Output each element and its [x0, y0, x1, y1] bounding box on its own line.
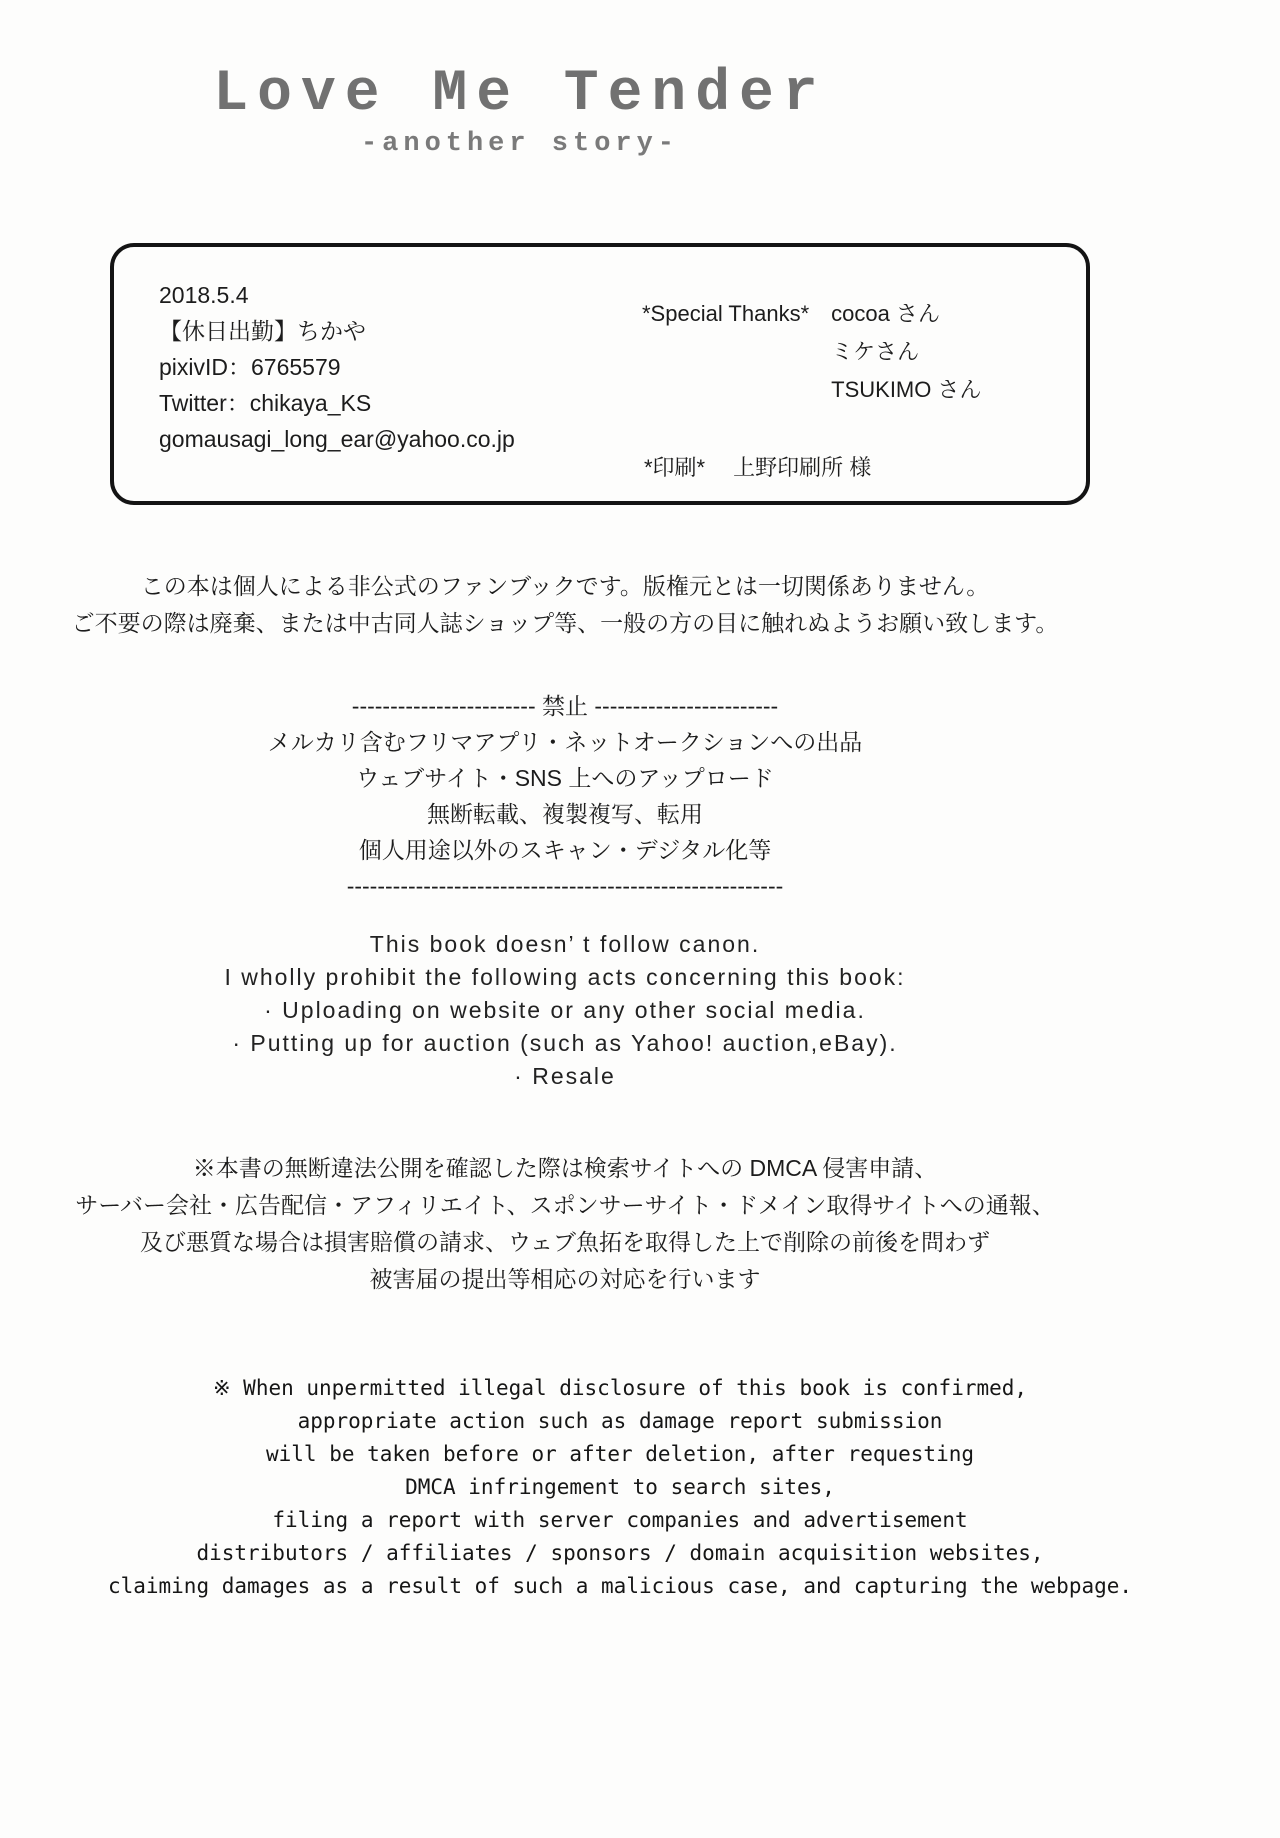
english-notice-line: · Resale: [514, 1063, 616, 1089]
notice-line: この本は個人による非公式のファンブックです。版権元とは一切関係ありません。: [140, 573, 990, 599]
special-thanks-row: [642, 295, 981, 409]
printer-name: 上野印刷所 様: [733, 455, 872, 480]
dmca-en-line: appropriate action such as damage report submission: [297, 1409, 943, 1433]
pixiv-id: pixivID：6765579: [159, 354, 341, 380]
colophon-box: [110, 243, 1090, 505]
special-thanks-name: ミケさん: [831, 339, 920, 364]
english-notice-line: I wholly prohibit the following acts concerning this book:: [224, 964, 906, 990]
prohibited-item: 無断転載、複製複写、転用: [427, 801, 703, 827]
printer-label: *印刷*: [644, 455, 706, 480]
book-subtitle: -another story-: [360, 129, 680, 159]
prohibited-item: ウェブサイト・SNS 上へのアップロード: [356, 765, 774, 791]
unofficial-notice: [0, 568, 1130, 642]
dmca-jp-line: 被害届の提出等相応の対応を行います: [369, 1266, 761, 1292]
dmca-en-line: distributors / affiliates / sponsors / domain acquisition websites,: [196, 1541, 1044, 1565]
english-notice-line: · Putting up for auction (such as Yahoo! auction,eBay).: [232, 1030, 898, 1056]
special-thanks-name: cocoa さん: [831, 301, 940, 326]
special-thanks-label: *Special Thanks*: [642, 301, 810, 326]
dmca-en-line: claiming damages as a result of such a malicious case, and capturing the webpage.: [107, 1574, 1133, 1598]
email-address: gomausagi_long_ear@yahoo.co.jp: [159, 426, 515, 452]
prohibited-footer: ---------------------------------------------------------: [346, 873, 784, 899]
notice-line: ご不要の際は廃棄、または中古同人誌ショップ等、一般の方の目に触れぬようお願い致します。: [71, 610, 1059, 636]
dmca-en-line: DMCA infringement to search sites,: [405, 1475, 835, 1499]
english-notice-block: [0, 928, 1130, 1093]
special-thanks-list: [831, 295, 981, 409]
dmca-en-line: will be taken before or after deletion, after requesting: [265, 1442, 974, 1466]
dmca-jp-line: 及び悪質な場合は損害賠償の請求、ウェブ魚拓を取得した上で削除の前後を問わず: [139, 1229, 991, 1255]
english-notice-line: · Uploading on website or any other social media.: [264, 997, 866, 1023]
publish-date: 2018.5.4: [159, 282, 249, 308]
prohibited-header: ------------------------ 禁止 ------------------------: [351, 693, 779, 719]
special-thanks-name: TSUKIMO さん: [831, 377, 982, 402]
book-title: Love Me Tender: [213, 62, 827, 127]
english-notice-line: This book doesn’ t follow canon.: [369, 931, 761, 957]
colophon-right-column: [642, 295, 981, 487]
colophon-left-column: [159, 277, 515, 457]
printer-row: [642, 449, 981, 487]
dmca-en-block: [40, 1372, 1200, 1603]
dmca-en-line: ※ When unpermitted illegal disclosure of this book is confirmed,: [212, 1376, 1028, 1400]
prohibited-item: 個人用途以外のスキャン・デジタル化等: [358, 837, 772, 863]
circle-author: 【休日出勤】ちかや: [159, 318, 366, 344]
prohibited-item: メルカリ含むフリマアプリ・ネットオークションへの出品: [267, 729, 863, 755]
prohibited-block: [0, 688, 1130, 904]
dmca-jp-line: サーバー会社・広告配信・アフィリエイト、スポンサーサイト・ドメイン取得サイトへの通報、: [75, 1192, 1055, 1218]
twitter-handle: Twitter：chikaya_KS: [159, 390, 372, 416]
dmca-en-line: filing a report with server companies and advertisement: [272, 1508, 968, 1532]
dmca-jp-block: [0, 1150, 1130, 1298]
dmca-jp-line: ※本書の無断違法公開を確認した際は検索サイトへの DMCA 侵害申請、: [192, 1155, 938, 1181]
title-block: [0, 62, 1040, 159]
